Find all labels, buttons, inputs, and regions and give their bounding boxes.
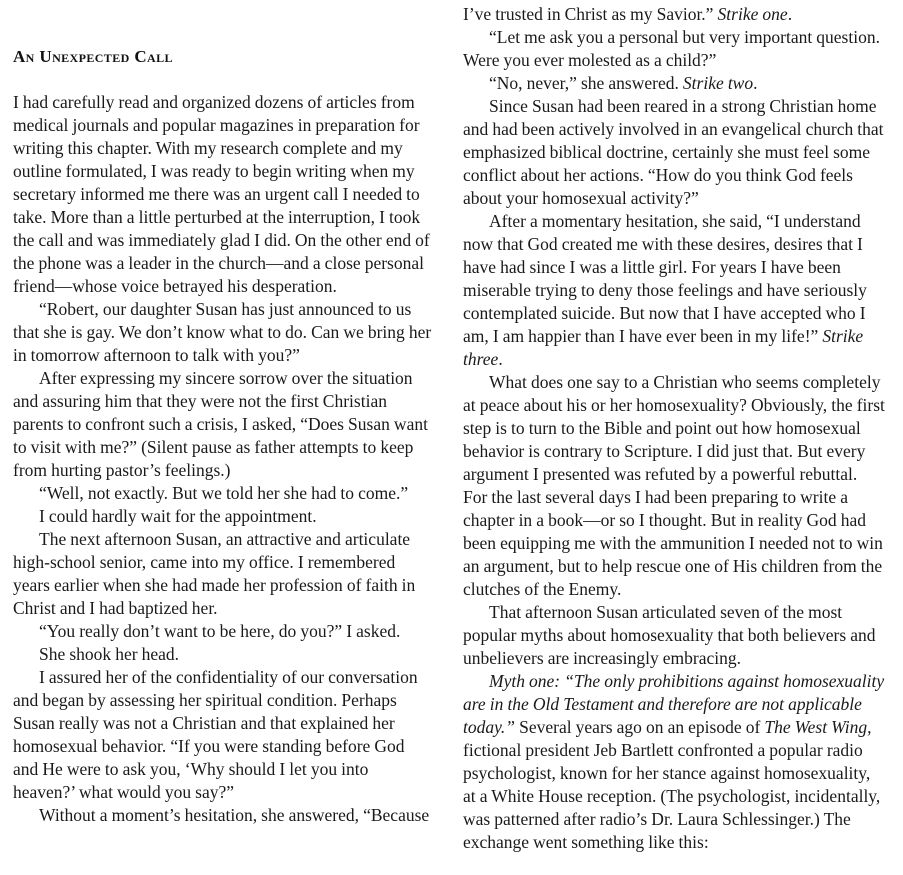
- paragraph: [13, 91, 433, 298]
- paragraph: [13, 666, 433, 804]
- left-column: [13, 47, 433, 827]
- paragraph: [13, 298, 433, 367]
- right-column: [463, 3, 885, 854]
- paragraph: [463, 3, 885, 26]
- paragraph: [463, 95, 885, 210]
- italic-run: Myth one: “The only prohibitions against homosexuality are in the Old Testament and therefore are not applicable today.”: [463, 671, 885, 737]
- paragraph: [13, 367, 433, 482]
- text-run: After a momentary hesitation, she said, “I understand now that God created me with these desires, desires that I have had since I was a little girl. For years I have been miserable trying to deny those feelings and have seriously contemplated suicide. But now that I have accepted who I am, I am happier than I have ever been in my life!”: [463, 211, 867, 346]
- paragraph: [463, 371, 885, 601]
- text-run: I could hardly wait for the appointment.: [39, 506, 317, 526]
- text-run: “No, never,” she answered.: [489, 73, 683, 93]
- text-run: .: [498, 349, 503, 369]
- text-run: I’ve trusted in Christ as my Savior.”: [463, 4, 718, 24]
- text-run: “Let me ask you a personal but very important question. Were you ever molested as a child?”: [463, 27, 880, 70]
- paragraph: [463, 72, 885, 95]
- paragraph: [13, 482, 433, 505]
- text-run: fictional president Jeb Bartlett confronted a popular radio psychologist, known for her stance against homosexuality, at a White House reception. (The psychologist, incidentally, was patterned after radio’s Dr. Laura Schlessinger.) The exchange went something like this:: [463, 740, 881, 852]
- italic-run: Strike three: [463, 326, 864, 369]
- text-run: The next afternoon Susan, an attractive and articulate high-school senior, came into my office. I remembered years earlier when she had made her profession of faith in Christ and I had baptized her.: [13, 529, 416, 618]
- italic-run: Strike one: [717, 4, 788, 24]
- paragraph: [463, 210, 885, 371]
- paragraph: [13, 528, 433, 620]
- right-column-text: [463, 3, 885, 854]
- paragraph: [13, 804, 433, 827]
- text-run: After expressing my sincere sorrow over the situation and assuring him that they were not the first Christian parents to confront such a crisis, I asked, “Does Susan want to visit with me?” (Silent pause as father attempts to keep from hurting pastor’s feelings.): [13, 368, 428, 480]
- italic-run: The West Wing,: [764, 717, 872, 737]
- text-run: .: [753, 73, 758, 93]
- paragraph: [463, 26, 885, 72]
- paragraph: [463, 670, 885, 854]
- text-run: “Well, not exactly. But we told her she had to come.”: [39, 483, 409, 503]
- text-run: “Robert, our daughter Susan has just announced to us that she is gay. We don’t know what to do. Can we bring her in tomorrow afternoon to talk with you?”: [13, 299, 432, 365]
- paragraph: [463, 601, 885, 670]
- italic-run: Strike two: [682, 73, 754, 93]
- paragraph: [13, 643, 433, 666]
- text-run: That afternoon Susan articulated seven of the most popular myths about homosexuality that both believers and unbelievers are increasingly embracing.: [463, 602, 876, 668]
- paragraph: [13, 505, 433, 528]
- text-run: I had carefully read and organized dozens of articles from medical journals and popular magazines in preparation for writing this chapter. With my research complete and my outline formulated, I was ready to begin writing when my secretary informed me there was an urgent call I needed to take. More than a little perturbed at the interruption, I took the call and was immediately glad I did. On the other end of the phone was a leader in the church—and a close personal friend—whose voice betrayed his desperation.: [13, 92, 430, 296]
- text-run: I assured her of the confidentiality of our conversation and began by assessing her spiritual condition. Perhaps Susan really was not a Christian and that explained her homosexual behavior. “If you were standing before God and He were to ask you, ‘Why should I let you into heaven?’ what would you say?”: [13, 667, 418, 802]
- text-run: “You really don’t want to be here, do you?” I asked.: [39, 621, 401, 641]
- section-heading: An Unexpected Call: [13, 47, 173, 66]
- text-run: What does one say to a Christian who seems completely at peace about his or her homosexuality? Obviously, the first step is to turn to the Bible and point out how homosexual behavior is contrary to Scripture. I did just that. But every argument I presented was refuted by a powerful rebuttal. For the last several days I had been preparing to write a chapter in a book—or so I thought. But in reality God had been equipping me with the ammunition I needed not to win an argument, but to help rescue one of His children from the clutches of the Enemy.: [463, 372, 885, 599]
- text-run: .: [787, 4, 793, 24]
- text-run: Without a moment’s hesitation, she answered, “Because: [39, 805, 430, 825]
- paragraph: [13, 620, 433, 643]
- text-run: Several years ago on an episode of: [515, 717, 765, 737]
- text-run: Since Susan had been reared in a strong Christian home and had been actively involved in an evangelical church that emphasized biblical doctrine, certainly she must feel some conflict about her actions. “How do you think God feels about your homosexual activity?”: [463, 96, 884, 208]
- text-run: She shook her head.: [39, 644, 180, 664]
- left-column-text: [13, 91, 433, 827]
